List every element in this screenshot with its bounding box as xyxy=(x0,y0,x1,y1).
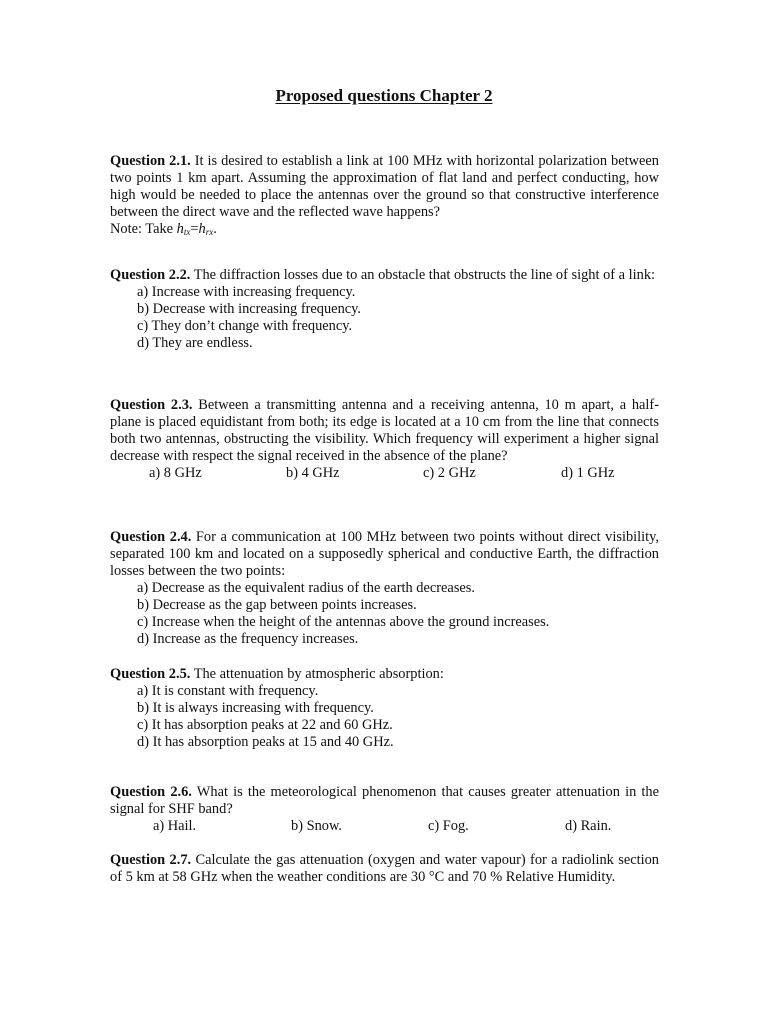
answer-option-b: b) Snow. xyxy=(291,818,343,834)
answer-option-b: b) Decrease as the gap between points increases. xyxy=(137,597,417,613)
note-end: . xyxy=(213,221,217,237)
answer-option-d: d) It has absorption peaks at 15 and 40 GHz. xyxy=(137,734,394,750)
question-label: Question 2.5. xyxy=(110,666,191,682)
answer-option-a: a) 8 GHz xyxy=(149,465,202,481)
question-text xyxy=(110,852,659,886)
question-text xyxy=(110,267,659,284)
question-label: Question 2.3. xyxy=(110,397,193,413)
question-text xyxy=(110,666,659,683)
answer-option-d: d) 1 GHz xyxy=(561,465,615,481)
question-body: For a communication at 100 MHz between two points without direct visibility, separated 100 km and located on a supposedly spherical and conductive Earth, the diffraction losses between the two points: xyxy=(110,529,659,579)
answer-option-d: d) Increase as the frequency increases. xyxy=(137,631,359,647)
question-label: Question 2.4. xyxy=(110,529,192,545)
question-2-7 xyxy=(110,852,659,886)
question-text xyxy=(110,397,659,465)
question-label: Question 2.2. xyxy=(110,267,191,283)
tx-subscript: tx xyxy=(183,227,191,237)
question-label: Question 2.7. xyxy=(110,852,192,868)
question-text xyxy=(110,529,659,580)
question-body: Calculate the gas attenuation (oxygen and water vapour) for a radiolink section of 5 km at 58 GHz when the weather conditions are 30 °C and 70 % Relative Humidity. xyxy=(110,852,659,885)
answer-option-a: a) Increase with increasing frequency. xyxy=(137,284,356,300)
question-label: Question 2.1. xyxy=(110,153,191,169)
answer-option-b: b) Decrease with increasing frequency. xyxy=(137,301,362,317)
answer-options-row xyxy=(110,465,659,482)
answer-option-a: a) It is constant with frequency. xyxy=(137,683,319,699)
question-2-2 xyxy=(110,267,659,352)
rx-subscript: rx xyxy=(205,227,214,237)
question-body: It is desired to establish a link at 100 MHz with horizontal polarization between two points 1 km apart. Assuming the approximation of flat land and perfect conducting, how high would be needed to place the antennas over the ground so that constructive interference between the direct wave and the reflected wave happens? xyxy=(110,153,659,220)
question-body: The diffraction losses due to an obstacle that obstructs the line of sight of a link: xyxy=(190,267,656,283)
answer-option-a: a) Decrease as the equivalent radius of the earth decreases. xyxy=(137,580,476,596)
question-text xyxy=(110,153,659,221)
answer-option-c: c) It has absorption peaks at 22 and 60 GHz. xyxy=(137,717,393,733)
question-body: The attenuation by atmospheric absorption: xyxy=(190,666,444,682)
question-2-3 xyxy=(110,397,659,482)
answer-option-c: c) Increase when the height of the antennas above the ground increases. xyxy=(137,614,550,630)
question-2-1 xyxy=(110,153,659,241)
answer-option-d: d) They are endless. xyxy=(137,335,253,351)
answer-options-row xyxy=(110,818,659,835)
question-body: What is the meteorological phenomenon that causes greater attenuation in the signal for SHF band? xyxy=(110,784,659,817)
answer-option-a: a) Hail. xyxy=(153,818,197,834)
h-symbol: h xyxy=(176,221,184,237)
note-label: Note: Take xyxy=(110,221,177,237)
answer-option-b: b) 4 GHz xyxy=(286,465,340,481)
question-label: Question 2.6. xyxy=(110,784,192,800)
question-2-6 xyxy=(110,784,659,835)
question-note xyxy=(110,221,659,241)
answer-option-d: d) Rain. xyxy=(565,818,612,834)
answer-option-c: c) Fog. xyxy=(428,818,469,834)
question-body: Between a transmitting antenna and a receiving antenna, 10 m apart, a half-plane is placed equidistant from both; its edge is located at a 10 cm from the line that connects both two antennas, obstructing the visibility. Which frequency will experiment a higher signal decrease with respect the signal received in the absence of the plane? xyxy=(110,397,660,464)
question-2-5 xyxy=(110,666,659,751)
answer-option-c: c) 2 GHz xyxy=(423,465,476,481)
answer-option-b: b) It is always increasing with frequency. xyxy=(137,700,374,716)
page-title: Proposed questions Chapter 2 xyxy=(275,86,493,105)
equals-sign: = xyxy=(190,221,199,237)
question-text xyxy=(110,784,659,818)
h-symbol: h xyxy=(198,221,206,237)
answer-option-c: c) They don’t change with frequency. xyxy=(137,318,353,334)
question-2-4 xyxy=(110,529,659,648)
